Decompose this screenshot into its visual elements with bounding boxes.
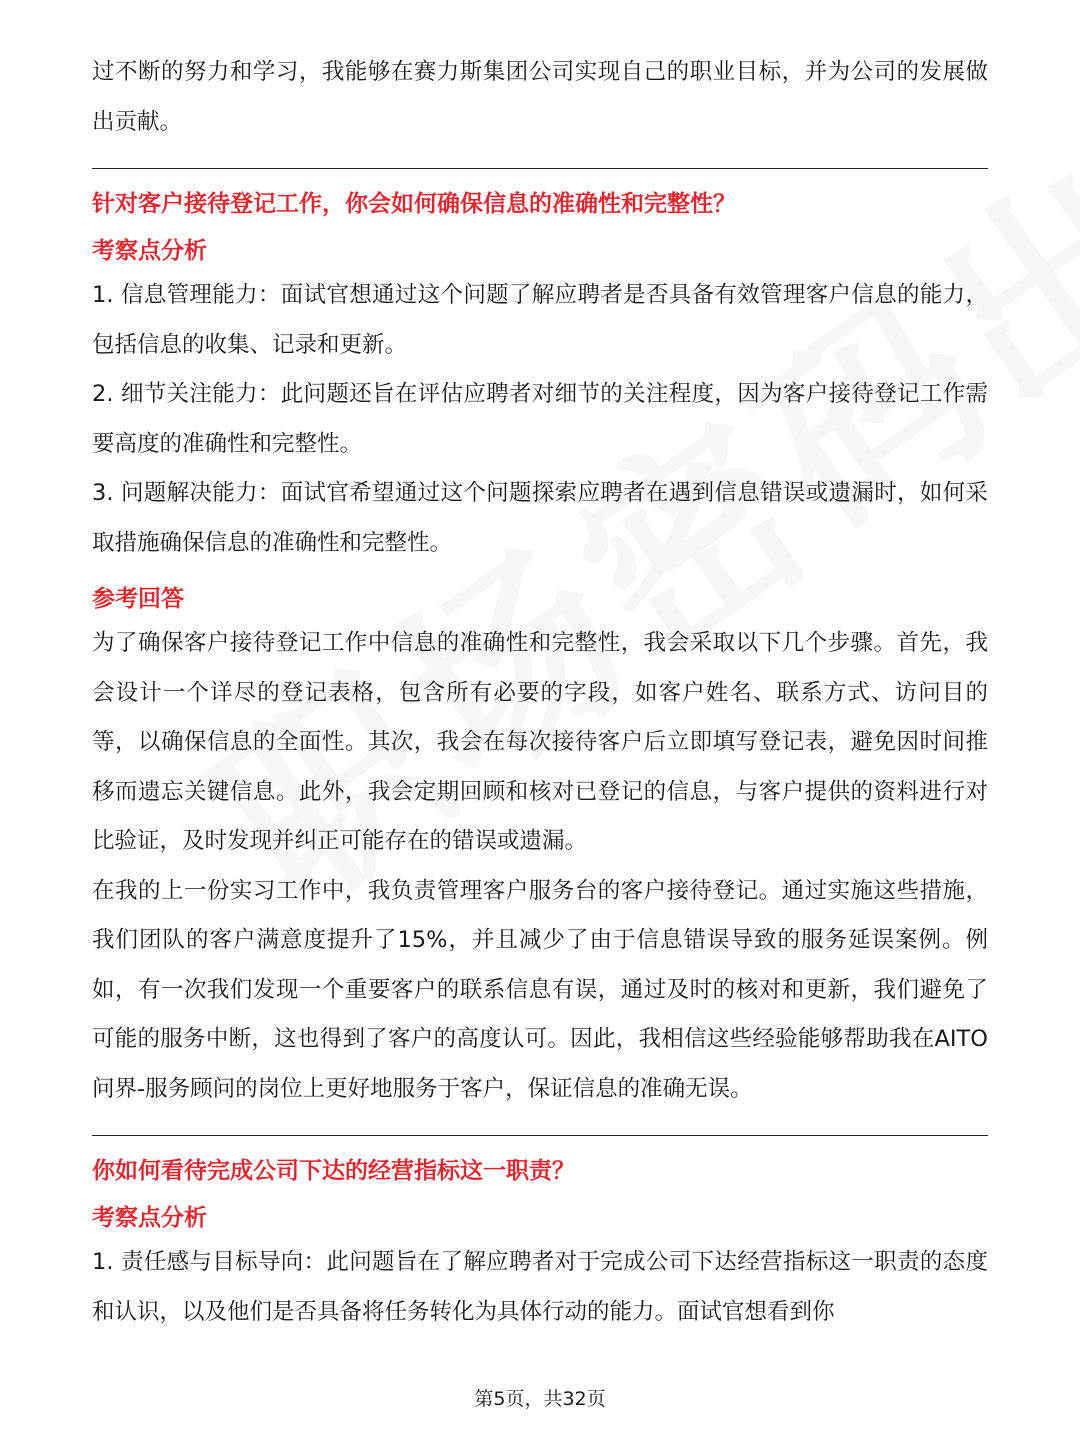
page-number: 第5页，共32页 — [474, 1388, 606, 1410]
analysis-heading: 考察点分析 — [92, 1205, 207, 1231]
answer-paragraph: 为了确保客户接待登记工作中信息的准确性和完整性，我会采取以下几个步骤。首先，我会设计一个详尽的登记表格，包含所有必要的字段，如客户姓名、联系方式、访问目的等，以确保信息的全面性。其次，我会在每次接待客户后立即填写登记表，避免因时间推移而遗忘关键信息。此外，我会定期回顾和核对已登记的信息，与客户提供的资料进行对比验证，及时发现并纠正可能存在的错误或遗漏。 — [92, 630, 988, 854]
section-divider — [92, 1135, 988, 1136]
analysis-point: 1. 责任感与目标导向：此问题旨在了解应聘者对于完成公司下达经营指标这一职责的态度和认识，以及他们是否具备将任务转化为具体行动的能力。面试官想看到你 — [92, 1249, 988, 1325]
page-content — [92, 48, 988, 1337]
answer-paragraph: 在我的上一份实习工作中，我负责管理客户服务台的客户接待登记。通过实施这些措施，我们团队的客户满意度提升了15%，并且减少了由于信息错误导致的服务延误案例。例如，有一次我们发现一个重要客户的联系信息有误，通过及时的核对和更新，我们避免了可能的服务中断，这也得到了客户的高度认可。因此，我相信这些经验能够帮助我在AITO问界-服务顾问的岗位上更好地服务于客户，保证信息的准确无误。 — [92, 877, 988, 1102]
analysis-point: 1. 信息管理能力：面试官想通过这个问题了解应聘者是否具备有效管理客户信息的能力，包括信息的收集、记录和更新。 — [92, 282, 988, 358]
analysis-point: 2. 细节关注能力：此问题还旨在评估应聘者对细节的关注程度，因为客户接待登记工作需要高度的准确性和完整性。 — [92, 381, 988, 457]
section-divider — [92, 168, 988, 169]
answer-heading: 参考回答 — [92, 586, 184, 612]
question-heading: 你如何看待完成公司下达的经营指标这一职责？ — [92, 1158, 575, 1184]
intro-paragraph: 过不断的努力和学习，我能够在赛力斯集团公司实现自己的职业目标，并为公司的发展做出贡献。 — [92, 59, 988, 135]
spacer — [92, 568, 988, 579]
question-heading: 针对客户接待登记工作，你会如何确保信息的准确性和完整性？ — [92, 191, 736, 217]
analysis-point: 3. 问题解决能力：面试官希望通过这个问题探索应聘者在遇到信息错误或遗漏时，如何采取措施确保信息的准确性和完整性。 — [92, 480, 988, 556]
analysis-heading: 考察点分析 — [92, 238, 207, 264]
